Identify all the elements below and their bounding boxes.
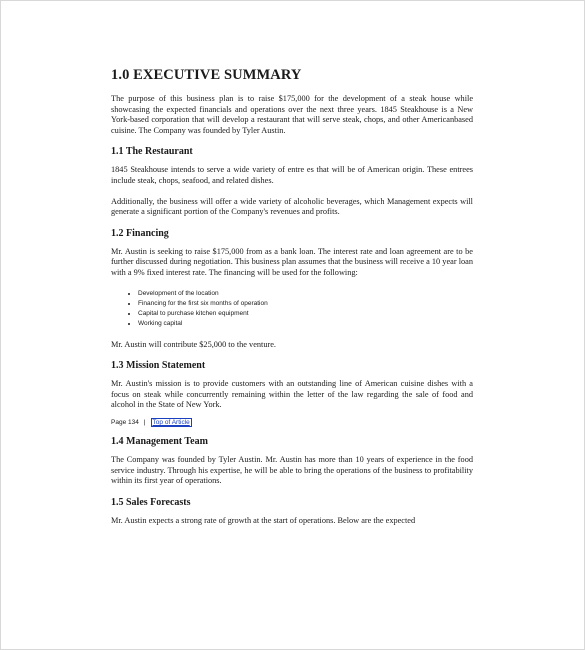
- financing-paragraph: Mr. Austin is seeking to raise $175,000 from as a bank loan. The interest rate and loan agreement are to be further discussed during negotiation. This business plan assumes that the business will receive a 10 year loan with a 9% fixed interest rate. The financing will be used for the following:: [111, 246, 473, 277]
- sales-paragraph: Mr. Austin expects a strong rate of growth at the start of operations. Below are the expected: [111, 515, 416, 525]
- document-content: [111, 67, 473, 536]
- financing-contribution: Mr. Austin will contribute $25,000 to the venture.: [111, 339, 276, 349]
- section-heading-sales: 1.5 Sales Forecasts: [111, 496, 191, 508]
- list-item: • Working capital: [138, 319, 473, 329]
- section-heading-financing: 1.2 Financing: [111, 227, 169, 239]
- section-heading-mission: 1.3 Mission Statement: [111, 360, 206, 372]
- section-heading-management: 1.4 Management Team: [111, 435, 208, 447]
- list-item: • Development of the location: [138, 289, 473, 299]
- document-title: 1.0 EXECUTIVE SUMMARY: [111, 67, 302, 83]
- management-paragraph: The Company was founded by Tyler Austin. Mr. Austin has more than 10 years of experience in the food service industry. Through his expertise, he will be able to bring the operations of the business to profitability within its first year of operations.: [111, 454, 473, 486]
- mission-paragraph: Mr. Austin's mission is to provide customers with an outstanding line of American cuisine dishes with a focus on steak while concurrently remaining within the letter of the law regarding the sale of food and alcohol in the State of New York.: [111, 379, 473, 410]
- list-item: • Capital to purchase kitchen equipment: [138, 309, 473, 319]
- list-item: • Financing for the first six months of operation: [138, 299, 473, 309]
- top-of-article-link[interactable]: Top of Article: [152, 418, 190, 426]
- restaurant-paragraph-1: 1845 Steakhouse intends to serve a wide variety of entre es that will be of American origin. These entrees include steak, chops, seafood, and related dishes.: [111, 165, 473, 185]
- footer-separator: |: [143, 418, 146, 426]
- financing-list: [111, 289, 473, 329]
- intro-paragraph: The purpose of this business plan is to raise $175,000 for the development of a steak house while showcasing the expected financials and operations over the next three years. 1845 Steakhouse is a New York-based corporation that will develop a restaurant that will serve steak, chops, and other Americanbased cuisine. The Company was founded by Tyler Austin.: [111, 94, 473, 135]
- restaurant-paragraph-2: Additionally, the business will offer a wide variety of alcoholic beverages, which Management expects will generate a significant portion of the Company's revenues and profits.: [111, 196, 473, 217]
- section-heading-restaurant: 1.1 The Restaurant: [111, 146, 193, 158]
- page-footer: [111, 419, 473, 426]
- page-number: Page 134: [111, 418, 139, 426]
